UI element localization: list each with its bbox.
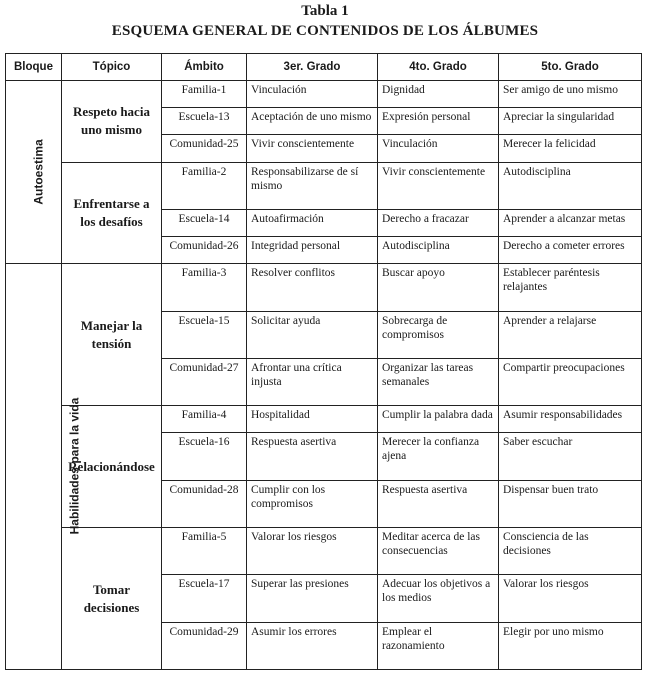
grado4-cell: Dignidad [378,81,499,108]
grado4-cell: Cumplir la palabra dada [378,406,499,433]
grado5-cell: Compartir preocupaciones [499,358,642,405]
ambito-cell: Escuela-14 [162,209,247,236]
grado5-cell: Consciencia de las decisiones [499,528,642,575]
content-table [5,53,642,670]
table-row [6,528,642,575]
grado5-cell: Apreciar la singularidad [499,108,642,135]
grado3-cell: Integridad personal [247,237,378,264]
grado3-cell: Solicitar ayuda [247,311,378,358]
bloque-label: Habilidades para la vida [67,397,82,535]
grado3-cell: Hospitalidad [247,406,378,433]
ambito-cell: Comunidad-27 [162,358,247,405]
ambito-cell: Familia-3 [162,264,247,311]
header-grado-3: 3er. Grado [247,54,378,81]
grado3-cell: Vinculación [247,81,378,108]
table-number: Tabla 1 [301,3,349,19]
grado3-cell: Aceptación de uno mismo [247,108,378,135]
grado4-cell: Organizar las tareas semanales [378,358,499,405]
topico-cell: Respeto hacia uno mismo [62,81,162,163]
grado4-cell: Autodisciplina [378,237,499,264]
grado3-cell: Respuesta asertiva [247,433,378,480]
ambito-cell: Comunidad-26 [162,237,247,264]
grado5-cell: Valorar los riesgos [499,575,642,622]
grado4-cell: Buscar apoyo [378,264,499,311]
header-topico: Tópico [62,54,162,81]
grado4-cell: Derecho a fracazar [378,209,499,236]
topico-cell: Relacionándose [62,406,162,528]
ambito-cell: Familia-1 [162,81,247,108]
grado5-cell: Saber escuchar [499,433,642,480]
grado4-cell: Adecuar los objetivos a los medios [378,575,499,622]
grado3-cell: Responsabilizarse de sí mismo [247,162,378,209]
bloque-cell [6,81,62,264]
grado5-cell: Dispensar buen trato [499,480,642,527]
grado5-cell: Ser amigo de uno mismo [499,81,642,108]
grado4-cell: Vinculación [378,135,499,162]
table-row [6,162,642,209]
grado5-cell: Establecer paréntesis relajantes [499,264,642,311]
grado4-cell: Expresión personal [378,108,499,135]
grado4-cell: Vivir conscientemente [378,162,499,209]
grado4-cell: Emplear el razonamiento [378,622,499,669]
grado3-cell: Superar las presiones [247,575,378,622]
table-title: ESQUEMA GENERAL DE CONTENIDOS DE LOS ÁLBUMES [111,23,539,39]
topico-cell: Tomar decisiones [62,528,162,670]
ambito-cell: Escuela-16 [162,433,247,480]
topico-cell: Manejar la tensión [62,264,162,406]
grado5-cell: Merecer la felicidad [499,135,642,162]
grado3-cell: Afrontar una crítica injusta [247,358,378,405]
header-grado-5: 5to. Grado [499,54,642,81]
header-grado-4: 4to. Grado [378,54,499,81]
grado5-cell: Asumir responsabilidades [499,406,642,433]
ambito-cell: Escuela-17 [162,575,247,622]
bloque-label: Autoestima [31,139,46,205]
grado4-cell: Merecer la confianza ajena [378,433,499,480]
table-row [6,406,642,433]
grado3-cell: Asumir los errores [247,622,378,669]
table-row [6,264,642,311]
ambito-cell: Comunidad-28 [162,480,247,527]
ambito-cell: Familia-4 [162,406,247,433]
header-ambito: Ámbito [162,54,247,81]
title-block [0,2,650,41]
grado3-cell: Valorar los riesgos [247,528,378,575]
grado5-cell: Aprender a alcanzar metas [499,209,642,236]
grado3-cell: Resolver conflitos [247,264,378,311]
grado5-cell: Aprender a relajarse [499,311,642,358]
ambito-cell: Comunidad-25 [162,135,247,162]
grado4-cell: Respuesta asertiva [378,480,499,527]
topico-cell: Enfrentarse a los desafíos [62,162,162,264]
grado5-cell: Autodisciplina [499,162,642,209]
bloque-cell [6,264,82,670]
header-bloque: Bloque [6,54,62,81]
table-row [6,81,642,108]
grado4-cell: Sobrecarga de compromisos [378,311,499,358]
grado3-cell: Autoafirmación [247,209,378,236]
ambito-cell: Familia-5 [162,528,247,575]
ambito-cell: Comunidad-29 [162,622,247,669]
grado4-cell: Meditar acerca de las consecuencias [378,528,499,575]
ambito-cell: Escuela-13 [162,108,247,135]
grado5-cell: Derecho a cometer errores [499,237,642,264]
grado3-cell: Vivir conscientemente [247,135,378,162]
ambito-cell: Familia-2 [162,162,247,209]
grado5-cell: Elegir por uno mismo [499,622,642,669]
ambito-cell: Escuela-15 [162,311,247,358]
grado3-cell: Cumplir con los compromisos [247,480,378,527]
header-row [6,54,642,81]
